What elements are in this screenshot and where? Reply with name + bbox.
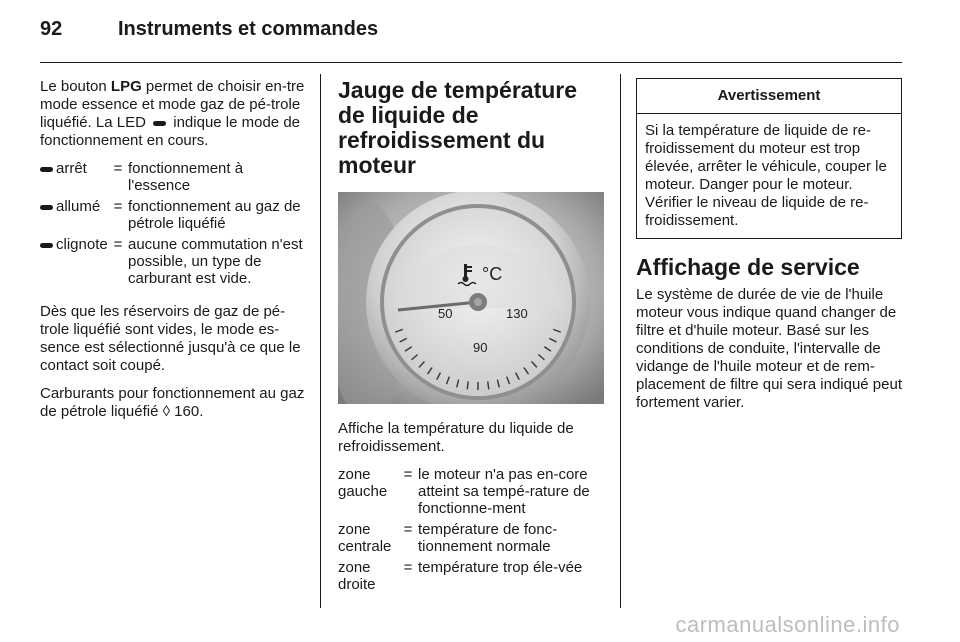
table-equals: =: [403, 521, 413, 538]
coolant-gauge-image: [338, 192, 604, 404]
term-text: zone droite: [338, 559, 376, 593]
led-icon: [40, 243, 53, 248]
column-2: [338, 78, 604, 609]
table-equals: =: [403, 559, 413, 576]
table-equals: =: [113, 160, 123, 177]
warning-title: Avertissement: [637, 79, 901, 114]
coolant-gauge-description: Affiche la température du liquide de refroidissement.: [338, 420, 574, 455]
service-display-paragraph: Le système de durée de vie de l'huile moteur vous indique quand changer de filtre et d'huile moteur. Basé sur les conditions de conduite, l'intervalle de vidange de l'huile moteur et de rem-placement de filtre qui sera indiqué peut fortement varier.: [636, 286, 903, 411]
watermark: carmanualsonline.info: [675, 612, 900, 637]
table-equals: =: [113, 236, 123, 253]
lpg-button-label: LPG: [110, 78, 142, 95]
table-row: [338, 466, 604, 521]
table-term: [338, 521, 398, 559]
gauge-label-high: 130: [506, 306, 528, 321]
warning-text: Si la température de liquide de re-froidissement du moteur est trop élevée, arrêter le véhicule, couper le moteur. Danger pour le moteur. Vérifier le niveau de liquide de re-froidissement.: [645, 122, 887, 229]
led-icon: [153, 121, 166, 126]
lpg-empty-paragraph: Dès que les réservoirs de gaz de pé-trole liquéfié sont vides, le mode es-sence est sélectionné jusqu'à ce que le contact soit coupé.: [40, 303, 301, 374]
table-term: [338, 466, 398, 521]
table-row: [40, 160, 306, 198]
table-row: [40, 236, 306, 291]
table-equals: =: [403, 466, 413, 483]
column-divider: [320, 74, 321, 608]
led-icon: [40, 205, 53, 210]
gauge-zone-table: [338, 466, 604, 597]
gauge-label-mid: 90: [473, 340, 488, 355]
table-row: [338, 521, 604, 559]
table-description: fonctionnement au gaz de pétrole liquéfié: [128, 198, 301, 232]
page-number: 92: [40, 18, 63, 40]
gauge-label-low: 50: [438, 306, 453, 321]
table-equals: =: [113, 198, 123, 215]
page-header-title: Instruments et commandes: [118, 18, 379, 40]
table-term: [40, 198, 108, 236]
table-description: aucune commutation n'est possible, un type de carburant est vide.: [128, 236, 303, 287]
page-reference-icon: ◊: [162, 403, 171, 420]
table-description: fonctionnement à l'essence: [128, 160, 244, 194]
service-display-heading: Affichage de service: [636, 254, 860, 280]
term-text: clignote: [56, 236, 108, 253]
term-text: allumé: [56, 198, 101, 215]
term-text: zone centrale: [338, 521, 392, 555]
text: Carburants pour fonctionnement au gaz de pétrole liquéfié: [40, 385, 305, 420]
text: permet de choisir en-tre mode essence et mode gaz de pé-trole liquéfié. La LED: [40, 78, 305, 131]
table-description: température de fonc-tionnement normale: [418, 521, 558, 555]
table-term: [40, 160, 108, 198]
text: Le bouton: [40, 78, 111, 95]
column-1: [40, 78, 306, 431]
column-3: [636, 78, 902, 422]
term-text: arrêt: [56, 160, 87, 177]
term-text: zone gauche: [338, 466, 388, 500]
gauge-unit: °C: [482, 264, 503, 284]
led-icon: [40, 167, 53, 172]
warning-box: [636, 78, 902, 239]
lpg-fuel-paragraph: [40, 385, 306, 421]
coolant-gauge-heading: Jauge de température de liquide de refroidissement du moteur: [338, 77, 578, 178]
led-state-table: [40, 160, 306, 291]
table-term: [338, 559, 398, 597]
text: indique le mode de fonctionnement en cours.: [40, 114, 301, 149]
page-reference: 160.: [170, 403, 204, 420]
gauge-tick: [488, 381, 489, 389]
table-row: [40, 198, 306, 236]
lpg-intro-paragraph: [40, 78, 306, 150]
header-rule: [40, 62, 902, 63]
gauge-tick: [467, 381, 468, 389]
table-description: température trop éle-vée: [418, 559, 583, 576]
column-divider: [620, 74, 621, 608]
table-term: [40, 236, 108, 291]
table-row: [338, 559, 604, 597]
table-description: le moteur n'a pas en-core atteint sa tempé-rature de fonctionne-ment: [418, 466, 590, 517]
